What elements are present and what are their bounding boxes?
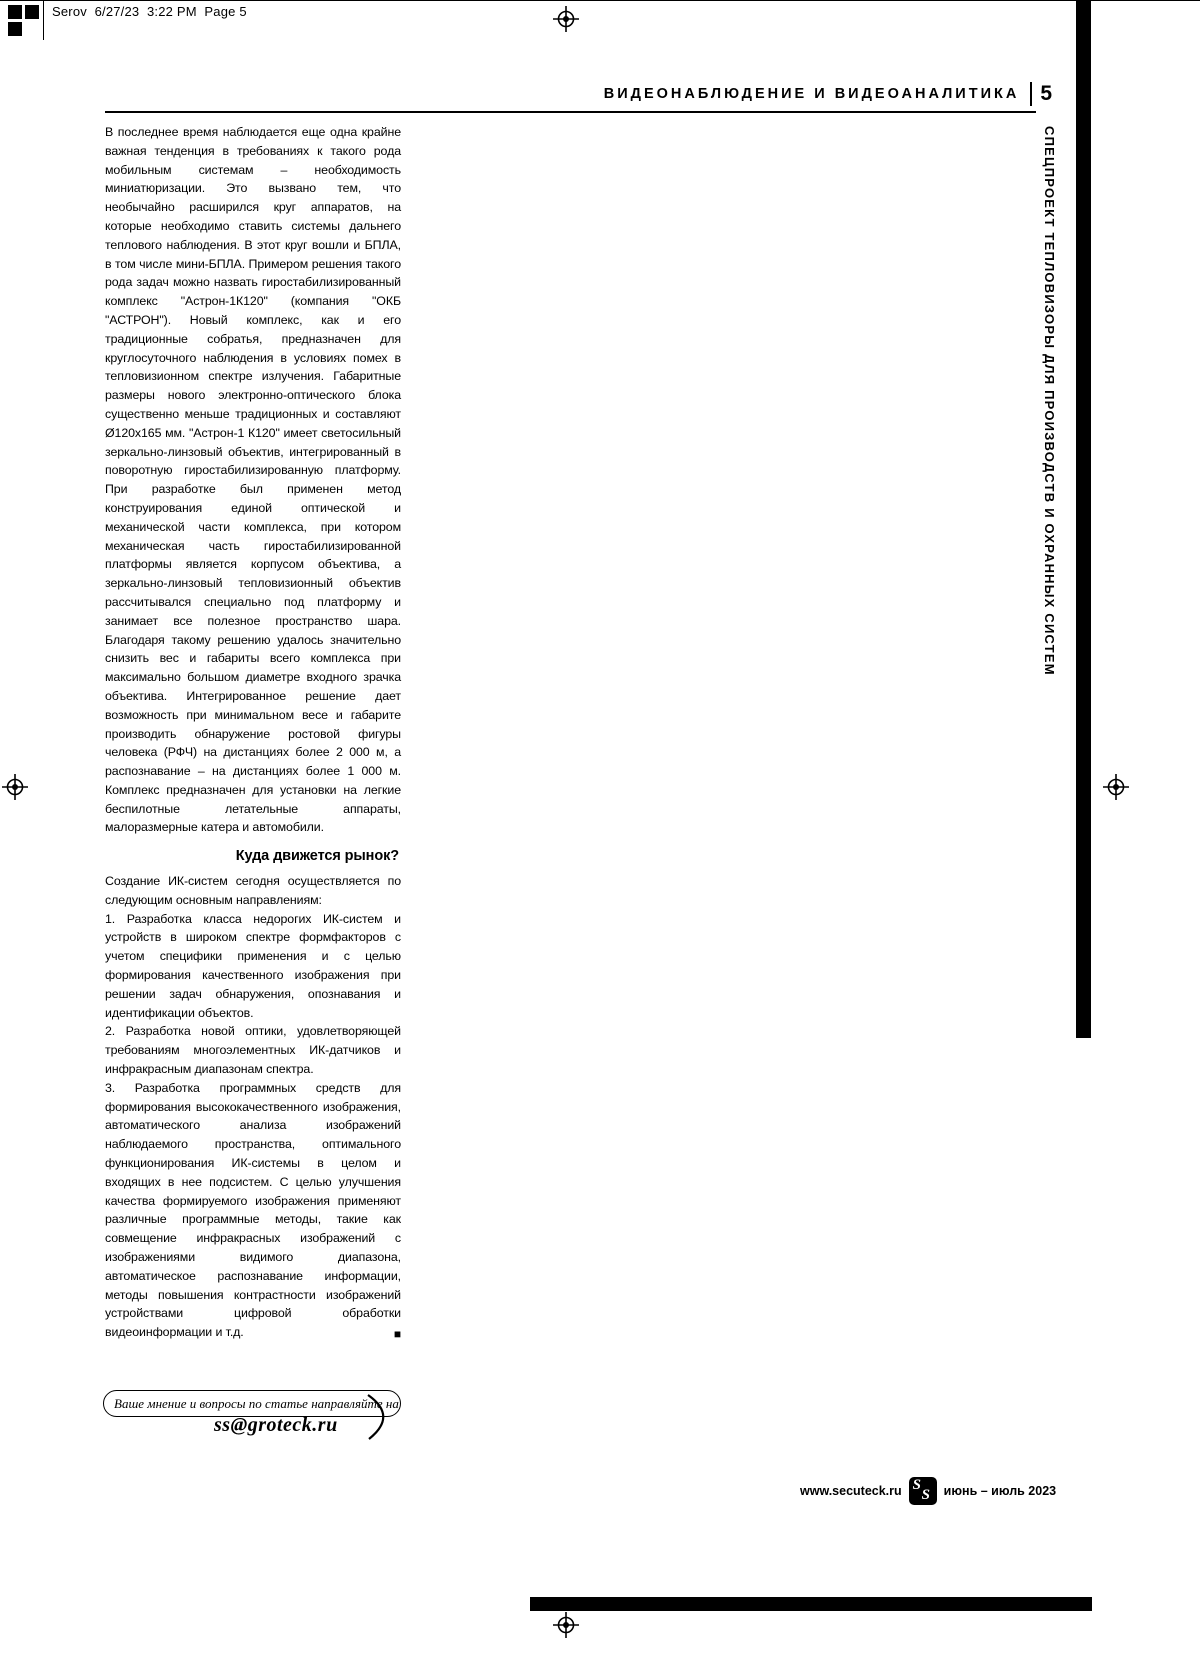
feedback-swoosh-icon bbox=[364, 1394, 400, 1440]
crop-square bbox=[8, 5, 22, 19]
market-heading: Куда движется рынок? bbox=[235, 848, 399, 865]
registration-mark-icon bbox=[553, 6, 579, 32]
publisher-logo-icon bbox=[909, 1477, 937, 1505]
end-of-article-mark: ■ bbox=[393, 1327, 401, 1341]
bottom-section-bar bbox=[530, 1597, 1092, 1611]
feedback-note-text: Ваше мнение и вопросы по статье направляйте на bbox=[114, 1395, 399, 1411]
crop-line bbox=[43, 0, 44, 40]
website-label: www.secuteck.ru bbox=[800, 1484, 902, 1498]
issue-label: июнь – июль 2023 bbox=[943, 1484, 1057, 1498]
crop-square bbox=[8, 22, 22, 36]
registration-mark-icon bbox=[1103, 774, 1129, 800]
market-intro: Создание ИК-систем сегодня осуществляется по следующим основным направлениям: bbox=[105, 874, 401, 907]
section-tab-bar bbox=[1076, 0, 1091, 1038]
logo-letter: S bbox=[921, 1487, 931, 1503]
feedback-note-box bbox=[103, 1390, 401, 1417]
page-colophon bbox=[800, 1477, 1056, 1505]
section-vertical-label: СПЕЦПРОЕКТ ТЕПЛОВИЗОРЫ ДЛЯ ПРОИЗВОДСТВ И ОХРАННЫХ СИСТЕМ bbox=[1042, 126, 1057, 676]
registration-mark-icon bbox=[553, 1612, 579, 1638]
market-item: 1. Разработка класса недорогих ИК-систем и устройств в широком спектре формфакторов с учетом специфики применения и с целью формирования качественного изображения при решении задач обнаружения, опознавания и идентификации объектов. bbox=[105, 911, 401, 1020]
page-number: 5 bbox=[1040, 82, 1052, 105]
logo-letter: S bbox=[912, 1477, 922, 1493]
header-rule bbox=[105, 111, 1036, 113]
market-item: 2. Разработка новой оптики, удовлетворяющей требованиям многоэлементных ИК-датчиков и инфракрасным диапазонам спектра. bbox=[105, 1024, 401, 1077]
crop-square bbox=[25, 5, 39, 19]
article-paragraph: В последнее время наблюдается еще одна крайне важная тенденция в требованиях к такого рода мобильным системам – необходимость миниатюризации. Это вызвано тем, что необычайно расширился круг аппаратов, на которые необходимо ставить системы дальнего теплового наблюдения. В этот круг вошли и БПЛА, в том числе мини-БПЛА. Примером решения такого рода задач можно назвать гиростабилизированный комплекс "Астрон-1К120" (компания "ОКБ "АСТРОН"). Новый комплекс, как и его традиционные собратья, предназначен для круглосуточного наблюдения в условиях помех в тепловизионном спектре излучения. Габаритные размеры нового электронно-оптического блока существенно меньше традиционных и составляют Ø120х165 мм. "Астрон-1 К120" имеет светосильный зеркально-линзовый объектив, интегрированный в поворотную гиростабилизированную платформу. При разработке был применен метод конструирования единой оптической и механической части комплекса, при котором механическая часть гиростабилизированной платформы является корпусом объектива, а зеркально-линзовый тепловизионный объектив рассчитывался специально под платформу и занимает все полезное пространство шара. Благодаря такому решению удалось значительно снизить вес и габариты всего комплекса при максимально большом диаметре входного зрачка объектива. Интегрированное решение дает возможность при минимальном весе и габарите производить обнаружение ростовой фигуры человека (РФЧ) на дистанциях более 2 000 м, а распознавание – на дистанциях более 1 000 м. Комплекс предназначен для установки на легкие беспилотные летательные аппараты, малоразмерные катера и автомобили. bbox=[105, 125, 401, 835]
feedback-email: ss@groteck.ru bbox=[214, 1414, 338, 1436]
section-title: ВИДЕОНАБЛЮДЕНИЕ И ВИДЕОАНАЛИТИКА bbox=[603, 86, 1020, 102]
page-header bbox=[105, 82, 1052, 106]
prepress-slug: Serov 6/27/23 3:22 PM Page 5 bbox=[52, 4, 247, 19]
header-divider bbox=[1030, 82, 1032, 106]
registration-mark-icon bbox=[2, 774, 28, 800]
trim-line bbox=[0, 0, 1200, 1]
market-item: 3. Разработка программных средств для формирования высококачественного изображения, автоматического анализа изображений наблюдаемого пространства, оптимального функционирования ИК-системы в целом и входящих в нее подсистем. С целью улучшения качества формируемого изображения применяют различные программные методы, такие как совмещение инфракрасных изображений с изображениями видимого диапазона, автоматическое распознавание информации, методы повышения контрастности изображений устройствами цифровой обработки видеоинформации и т.д. bbox=[105, 1080, 401, 1340]
article-body bbox=[105, 123, 401, 1342]
